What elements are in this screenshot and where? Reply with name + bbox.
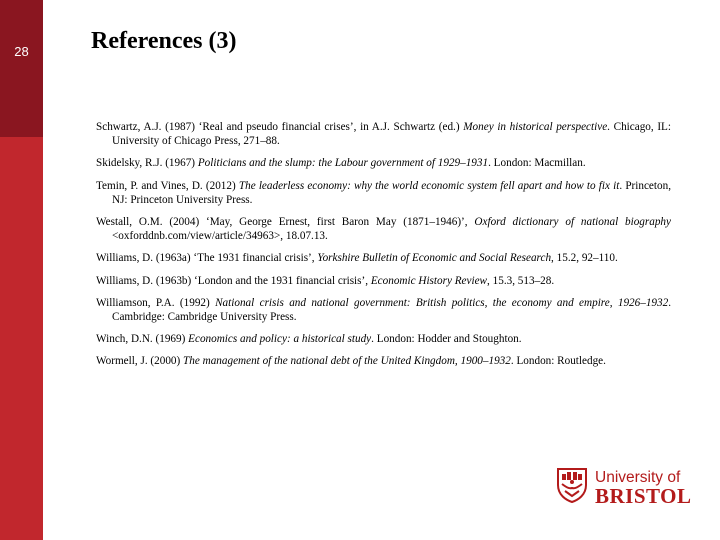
reference-item [96,296,671,324]
reference-item [96,332,671,346]
reference-text: , 15.3, 513–28. [487,274,555,287]
reference-item [96,354,671,368]
reference-title: The management of the national debt of the United Kingdom, 1900–1932 [183,355,511,368]
reference-item [96,274,671,288]
reference-text: Wormell, J. (2000) [96,355,184,368]
reference-text: Williamson, P.A. (1992) [96,296,216,309]
reference-text: . Cambridge: Cambridge University Press. [112,296,671,324]
bristol-crest-icon [556,467,588,504]
reference-list [96,120,671,377]
reference-item [96,120,671,148]
reference-text: Schwartz, A.J. (1987) ‘Real and pseudo financial crises’, in A.J. Schwartz (ed.) [96,121,464,133]
reference-text: . London: Hodder and Stoughton. [371,333,522,346]
reference-text: Temin, P. and Vines, D. (2012) [96,179,239,192]
logo-text-bristol: BRISTOL [595,484,692,508]
reference-title: Money in historical perspective [463,121,608,133]
reference-text: . London: Routledge. [510,355,606,368]
page-title: References (3) [91,28,237,54]
reference-title: Economics and policy: a historical study [188,333,372,346]
reference-title: Yorkshire Bulletin of Economic and Social Research [317,252,552,265]
reference-text: Winch, D.N. (1969) [96,333,189,346]
reference-text: Skidelsky, R.J. (1967) [96,157,198,170]
reference-text: , 15.2, 92–110. [551,252,618,265]
reference-title: Oxford dictionary of national biography [474,216,671,229]
sidebar-header-band [0,0,43,137]
reference-title: The leaderless economy: why the world economic system fell apart and how to fix it [238,179,620,192]
reference-item [96,179,671,207]
reference-text: . Chicago, IL: University of Chicago Press, 271–88. [112,121,672,148]
reference-title: Economic History Review [370,274,488,287]
reference-title: Politicians and the slump: the Labour government of 1929–1931 [197,157,489,170]
reference-text: <oxforddnb.com/view/article/34963>, 18.07.13. [112,230,328,243]
slide-number: 28 [14,44,29,59]
reference-item [96,215,671,243]
reference-item [96,156,671,170]
reference-text: . Princeton, NJ: Princeton University Press. [112,179,671,206]
university-logo [556,466,692,508]
reference-text: Williams, D. (1963b) ‘London and the 1931 financial crisis’, [96,274,371,287]
reference-text: Westall, O.M. (2004) ‘May, George Ernest, first Baron May (1871–1946)’, [96,216,475,229]
reference-text: Williams, D. (1963a) ‘The 1931 financial crisis’, [96,252,318,265]
reference-item [96,251,671,265]
reference-text: . London: Macmillan. [488,157,586,170]
reference-title: National crisis and national government: British politics, the economy and empire, 1926–1932 [215,296,669,309]
logo-text-university: University of [595,469,681,486]
